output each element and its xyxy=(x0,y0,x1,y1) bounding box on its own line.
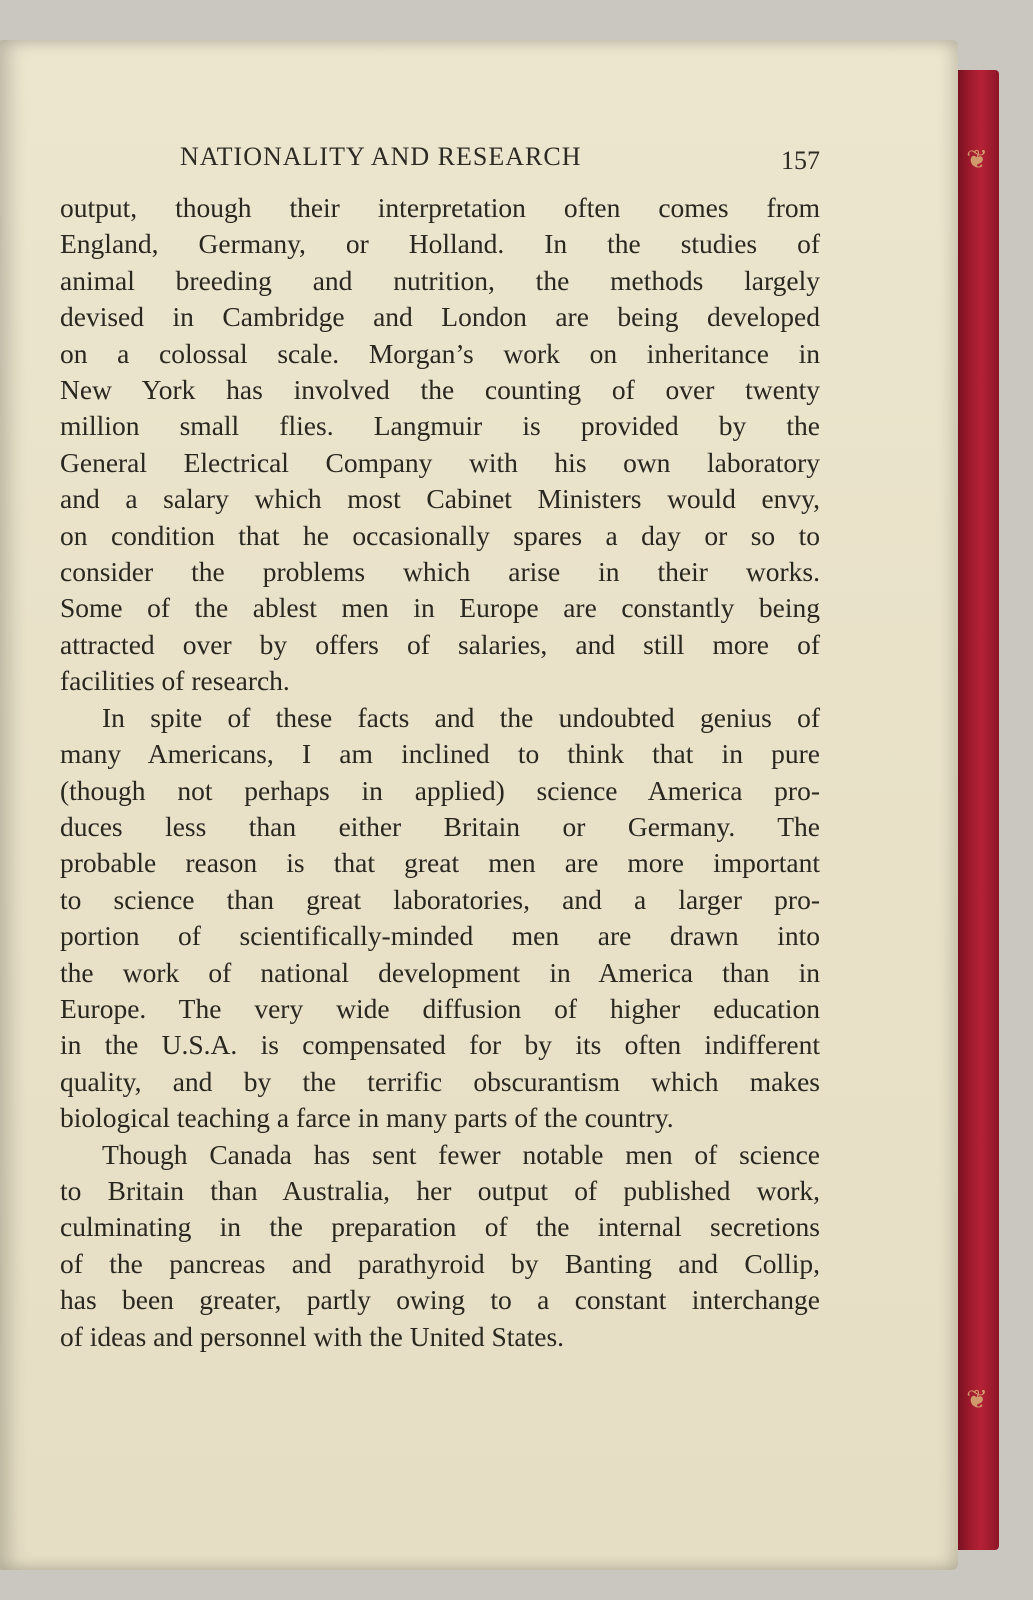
text-line: the work of national development in America than in xyxy=(60,956,820,988)
book-page xyxy=(0,40,958,1570)
text-line: Though Canada has sent fewer notable men of science xyxy=(102,1138,820,1170)
text-line: devised in Cambridge and London are being developed xyxy=(60,301,820,333)
text-line: (though not perhaps in applied) science America pro- xyxy=(60,774,820,806)
text-line: of the pancreas and parathyroid by Banting and Collip, xyxy=(60,1247,820,1279)
text-line: animal breeding and nutrition, the methods largely xyxy=(60,264,820,296)
running-head: NATIONALITY AND RESEARCH xyxy=(180,142,582,171)
page-header xyxy=(60,142,820,182)
text-line: England, Germany, or Holland. In the studies of xyxy=(60,228,820,260)
text-line: many Americans, I am inclined to think that in pure xyxy=(60,738,820,770)
text-line: General Electrical Company with his own laboratory xyxy=(60,446,820,478)
text-line: Europe. The very wide diffusion of higher education xyxy=(60,992,820,1024)
page-number: 157 xyxy=(781,146,820,175)
text-line: on a colossal scale. Morgan’s work on inheritance in xyxy=(60,337,820,369)
text-line: culminating in the preparation of the internal secretions xyxy=(60,1211,820,1243)
paragraph xyxy=(60,700,820,1137)
text-line: biological teaching a farce in many parts of the country. xyxy=(60,1102,674,1134)
text-line: quality, and by the terrific obscurantism which makes xyxy=(60,1065,820,1097)
text-line: to science than great laboratories, and a larger pro- xyxy=(60,883,820,915)
text-line: to Britain than Australia, her output of published work, xyxy=(60,1174,820,1206)
spine-ornament-icon: ❦ xyxy=(966,1385,988,1414)
text-line: in the U.S.A. is compensated for by its often indifferent xyxy=(60,1029,820,1061)
text-line: probable reason is that great men are more important xyxy=(60,847,820,879)
spine-ornament-icon: ❦ xyxy=(966,145,988,174)
text-line: attracted over by offers of salaries, and still more of xyxy=(60,628,820,660)
body-text xyxy=(60,190,820,1355)
text-line: facilities of research. xyxy=(60,665,290,697)
book-spine xyxy=(955,70,999,1550)
text-line: has been greater, partly owing to a constant interchange xyxy=(60,1284,820,1316)
paragraph xyxy=(60,190,820,700)
text-line: duces less than either Britain or Germany. The xyxy=(60,810,820,842)
text-line: New York has involved the counting of over twenty xyxy=(60,374,820,406)
text-line: of ideas and personnel with the United States. xyxy=(60,1320,565,1352)
text-line: Some of the ablest men in Europe are constantly being xyxy=(60,592,820,624)
text-line: In spite of these facts and the undoubted genius of xyxy=(102,701,820,733)
text-line: output, though their interpretation often comes from xyxy=(60,192,820,223)
text-line: portion of scientifically-minded men are drawn into xyxy=(60,920,820,952)
text-line: consider the problems which arise in their works. xyxy=(60,556,820,588)
text-line: on condition that he occasionally spares a day or so to xyxy=(60,519,820,551)
text-line: and a salary which most Cabinet Ministers would envy, xyxy=(60,483,820,515)
text-line: million small flies. Langmuir is provided by the xyxy=(60,410,820,442)
paragraph xyxy=(60,1137,820,1355)
